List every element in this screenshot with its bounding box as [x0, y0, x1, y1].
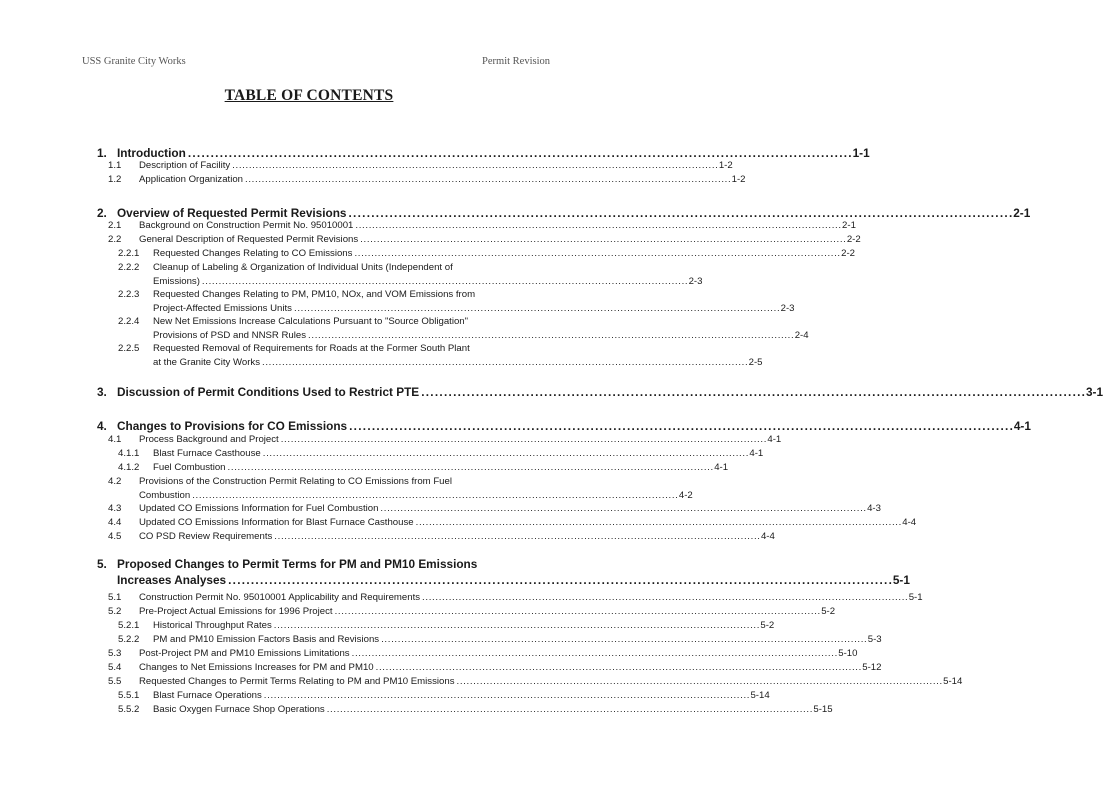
toc-entry-page: 1-1 [852, 146, 870, 160]
toc-entry-title: Updated CO Emissions Information for Fuel Combustion [139, 503, 379, 514]
toc-entry-number: 5.3 [108, 648, 122, 659]
toc-entry-title: Requested Removal of Requirements for Roads at the Former South Plant [153, 343, 470, 354]
toc-entry-page: 5-1 [908, 592, 923, 603]
toc-entry-title: Updated CO Emissions Information for Blast Furnace Casthouse [139, 517, 414, 528]
toc-entry-number: 3. [97, 385, 107, 399]
toc-entry-title: Requested Changes Relating to CO Emissions [153, 248, 353, 259]
dot-leader [294, 303, 779, 314]
dot-leader [335, 606, 820, 617]
toc-entry-number: 4.2 [108, 476, 122, 487]
dot-leader [281, 434, 766, 445]
toc-entry-page: 5-12 [862, 662, 882, 673]
dot-leader [232, 160, 717, 171]
dot-leader [348, 206, 1011, 220]
toc-entry-title: Application Organization [139, 174, 243, 185]
page-title: TABLE OF CONTENTS [224, 87, 394, 104]
toc-entry-number: 5.2 [108, 606, 122, 617]
toc-entry-number: 5.5.1 [118, 690, 140, 701]
toc-entry-number: 5. [97, 557, 107, 571]
toc-entry-page: 2-3 [780, 302, 795, 314]
toc-entry-title: PM and PM10 Emission Factors Basis and Revisions [153, 634, 380, 645]
toc-entry-title: Requested Changes to Permit Terms Relating to PM and PM10 Emissions [139, 676, 455, 687]
toc-entry-title: Increases Analyses [117, 573, 227, 587]
toc-entry-page: 5-14 [750, 690, 770, 701]
toc-entry-title: General Description of Requested Permit Revisions [139, 234, 359, 245]
toc-entry-number: 2.2.4 [118, 316, 140, 327]
dot-leader [274, 620, 759, 631]
dot-leader [457, 676, 942, 687]
dot-leader [192, 490, 677, 501]
toc-entry-page: 5-2 [760, 620, 775, 631]
toc-entry-title: Discussion of Permit Conditions Used to Restrict PTE [117, 385, 420, 399]
toc-entry-page: 2-1 [842, 220, 856, 231]
toc-entry-page: 5-2 [821, 606, 836, 617]
toc-entry-title: Introduction [117, 146, 186, 160]
dot-leader [355, 220, 840, 231]
toc-entry-number: 4.5 [108, 531, 122, 542]
toc-entry-title: Provisions of PSD and NNSR Rules [153, 329, 307, 341]
toc-entry-title: New Net Emissions Increase Calculations Pursuant to "Source Obligation" [153, 316, 469, 327]
dot-leader [376, 662, 861, 673]
toc-entry-number: 5.1 [108, 592, 122, 603]
toc-entry-title: CO PSD Review Requirements [139, 531, 273, 542]
dot-leader [274, 531, 759, 542]
toc-entry-number: 5.5.2 [118, 704, 140, 715]
toc-entry-title: Requested Changes Relating to PM, PM10, NOx, and VOM Emissions from [153, 289, 476, 300]
toc-entry-page: 2-2 [841, 248, 855, 259]
toc-entry-page: 5-14 [943, 676, 963, 687]
dot-leader [308, 330, 793, 341]
toc-entry-page: 4-4 [902, 517, 917, 528]
toc-entry-page: 4-2 [678, 489, 693, 501]
toc-entry-number: 4. [97, 419, 107, 433]
toc-entry-number: 4.3 [108, 503, 122, 514]
toc-entry-page: 4-3 [867, 503, 881, 514]
toc-entry-number: 2.2.2 [118, 262, 140, 273]
toc-entry-page: 5-3 [867, 634, 882, 645]
toc-entry-page: 2-5 [748, 356, 763, 368]
toc-entry-title: Project-Affected Emissions Units [153, 302, 292, 314]
dot-leader [421, 385, 1084, 399]
toc-entry-page: 4-1 [749, 448, 764, 459]
toc-entry-number: 1.2 [108, 174, 122, 185]
dot-leader [352, 648, 837, 659]
dot-leader [354, 248, 839, 259]
toc-entry-page: 5-10 [838, 648, 858, 659]
dot-leader [262, 357, 747, 368]
toc-entry-title: Changes to Net Emissions Increases for PM and PM10 [139, 662, 374, 673]
toc-entry-title: Combustion [139, 489, 191, 501]
toc-entry-page: 2-1 [1013, 206, 1031, 220]
toc-entry-page: 2-3 [688, 275, 703, 287]
toc-entry-number: 1.1 [108, 160, 122, 171]
toc-entry-title: Cleanup of Labeling & Organization of Individual Units (Independent of [153, 262, 453, 273]
toc-entry-number: 2.1 [108, 220, 122, 231]
toc-entry-title: Emissions) [153, 275, 200, 287]
toc-entry-title: Construction Permit No. 95010001 Applicability and Requirements [139, 592, 421, 603]
toc-entry-number: 2. [97, 206, 107, 220]
dot-leader [245, 174, 730, 185]
toc-entry-page: 1-2 [718, 160, 733, 171]
dot-leader [327, 704, 812, 715]
toc-entry-number: 5.2.2 [118, 634, 140, 645]
dot-leader [349, 419, 1012, 433]
toc-entry-page: 5-1 [892, 573, 910, 587]
toc-entry-page: 4-1 [714, 462, 729, 473]
toc-entry-title: Process Background and Project [139, 434, 279, 445]
toc-entry-title: Pre-Project Actual Emissions for 1996 Project [139, 606, 333, 617]
dot-leader [188, 146, 851, 160]
toc-entry-title: Post-Project PM and PM10 Emissions Limitations [139, 648, 350, 659]
toc-entry-page: 1-2 [731, 174, 746, 185]
toc-entry-page: 2-4 [794, 329, 809, 341]
toc-entry-title: Overview of Requested Permit Revisions [117, 206, 347, 220]
dot-leader [360, 234, 845, 245]
dot-leader [380, 503, 865, 514]
toc-entry-number: 5.4 [108, 662, 122, 673]
dot-leader [228, 462, 713, 473]
dot-leader [416, 517, 901, 528]
toc-entry-title: Proposed Changes to Permit Terms for PM and PM10 Emissions [117, 557, 478, 571]
toc-entry-number: 4.1.1 [118, 448, 140, 459]
dot-leader [422, 592, 907, 603]
toc-entry-title: Provisions of the Construction Permit Relating to CO Emissions from Fuel [139, 476, 452, 487]
dot-leader [264, 690, 749, 701]
toc-entry-page: 4-4 [760, 531, 775, 542]
toc-entry-number: 2.2.1 [118, 248, 140, 259]
toc-entry-title: Fuel Combustion [153, 462, 226, 473]
toc-entry-number: 1. [97, 146, 107, 160]
dot-leader [381, 634, 866, 645]
toc-entry-number: 2.2 [108, 234, 122, 245]
toc-entry-number: 2.2.5 [118, 343, 140, 354]
toc-entry-page: 4-1 [767, 434, 782, 445]
toc-entry-page: 2-2 [846, 234, 861, 245]
toc-entry-number: 4.1 [108, 434, 122, 445]
toc-entry-page: 3-1 [1085, 385, 1103, 399]
toc-entry-title: Historical Throughput Rates [153, 620, 272, 631]
dot-leader [202, 276, 687, 287]
toc-entry-title: Basic Oxygen Furnace Shop Operations [153, 704, 325, 715]
toc-entry-page: 4-1 [1013, 419, 1031, 433]
toc-entry-number: 5.5 [108, 676, 122, 687]
dot-leader [263, 448, 748, 459]
running-header-right: Permit Revision [482, 56, 550, 67]
toc-entry-number: 2.2.3 [118, 289, 140, 300]
toc-entry-title: at the Granite City Works [153, 356, 260, 368]
toc-entry-title: Blast Furnace Operations [153, 690, 262, 701]
toc-entry-number: 4.4 [108, 517, 122, 528]
toc-entry-title: Description of Facility [139, 160, 231, 171]
toc-entry-number: 4.1.2 [118, 462, 140, 473]
running-header-left: USS Granite City Works [82, 56, 186, 67]
toc-entry-title: Blast Furnace Casthouse [153, 448, 261, 459]
dot-leader [228, 573, 891, 587]
toc-entry-title: Background on Construction Permit No. 95010001 [139, 220, 354, 231]
toc-entry-number: 5.2.1 [118, 620, 140, 631]
toc-entry-page: 5-15 [813, 704, 833, 715]
toc-entry-title: Changes to Provisions for CO Emissions [117, 419, 348, 433]
